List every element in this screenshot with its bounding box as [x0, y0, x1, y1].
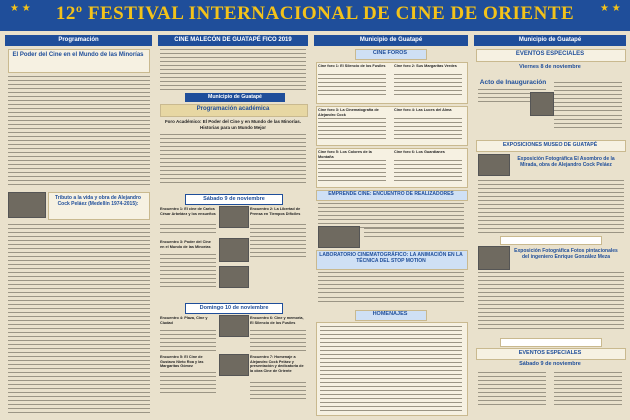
encuentro-6-details: [250, 330, 306, 354]
sabado-date: Sábado 9 de noviembre: [519, 361, 581, 367]
cineforo-2-details: [394, 74, 462, 98]
expo2-title: Exposición Fotográfica Fotos pintacionales del ingeniero Enrique González Meza: [514, 248, 618, 260]
expo1-footer: [500, 236, 602, 245]
eventos-especiales-1: EVENTOS ESPECIALES: [515, 51, 585, 57]
cineforo-4-details: [394, 118, 462, 142]
encuentro-2-title: Encuentro 2: La Libertad de Prensa en Tiempos Difíciles: [250, 207, 301, 216]
encuentro-5-details: [160, 372, 216, 396]
encuentro-7-title: Encuentro 7: Homenaje a Alejandro Cock Peláez y presentación y dedicatoria de la obra Cine de Oriente: [250, 355, 304, 373]
cineforo-3-title: Cine foro 3: La Cinematografía de Alejandro Cock: [318, 108, 379, 117]
col1-box1-title: El Poder del Cine en el Mundo de las Minorías: [12, 52, 144, 58]
acto-inauguracion: Acto de Inauguración: [479, 79, 547, 86]
encuentro-4-photo: [219, 315, 249, 337]
alejandro-cock-photo: [8, 192, 46, 218]
cineforo-2-title: Cine foro 2: Sus Margaritas Verdes: [394, 64, 457, 68]
encuentro-3-details: [160, 254, 216, 290]
encuentro-3-photo: [219, 238, 249, 262]
sabado-event-1: [478, 372, 546, 408]
laboratorio-details: [318, 297, 464, 305]
date-sunday: Domingo 10 de noviembre: [185, 303, 283, 314]
cineforo-4-title: Cine foro 4: Las Luces del Alma: [394, 108, 452, 112]
viernes-date: Viernes 8 de noviembre: [519, 64, 581, 70]
laboratorio-label: LABORATORIO CINEMATOGRÁFICO: LA ANIMACIÓN EN LA TÉCNICA DEL STOP MOTION: [319, 252, 463, 264]
cineforo-3-details: [318, 118, 386, 142]
cineforo-5-title: Cine foro 5: Los Colores de la Montaña: [318, 150, 372, 159]
foro-title: Foro Académico: El Poder del Cine y en Mundo de las Minorías. Historias para un Mundo Mejor: [164, 119, 302, 130]
encuentro-2-details: [250, 224, 306, 260]
festival-title: 12º FESTIVAL INTERNACIONAL DE CINE DE ORIENTE: [55, 3, 575, 24]
acto-photo: [530, 92, 554, 116]
col1-box2-title: Tributo a la vida y obra de Alejandro Cock Peláez (Medellín 1974-2015):: [55, 195, 141, 207]
col2-foro-text: [160, 134, 306, 186]
cineforo-6-title: Cine foro 6: Los Guardianes: [394, 150, 445, 154]
emprende-label: EMPRENDE CINE: ENCUENTRO DE REALIZADORES: [328, 191, 454, 197]
star-decoration-icon: ★ ★: [10, 3, 31, 14]
expo1-photo: [478, 154, 510, 176]
col1-text-block-2: [8, 224, 150, 416]
col2-subheader: Municipio de Guatapé: [185, 93, 285, 102]
col1-text-block: [8, 76, 150, 188]
expo2-footer: [500, 338, 602, 347]
laboratorio-text: [318, 272, 464, 296]
cine-foros-label: CINE FOROS: [372, 50, 408, 56]
cineforo-5-details: [318, 160, 386, 184]
encuentro-7-details: [250, 382, 306, 402]
emprende-details: [364, 228, 464, 240]
encuentro-4-details: [160, 330, 216, 354]
cineforo-1-title: Cine foro 1: El Silencio de los Fusiles: [318, 64, 386, 68]
expo1-text: [478, 180, 624, 236]
encuentro-4-title: Encuentro 4: Plaza, Cine y Ciudad: [160, 316, 208, 325]
encuentro-3-title: Encuentro 3: Poder del Cine en el Mundo de las Minorías: [160, 240, 211, 249]
col3-header: Municipio de Guatapé: [314, 35, 468, 46]
cineforo-1-details: [318, 74, 386, 98]
eventos-especiales-2: EVENTOS ESPECIALES: [518, 350, 582, 356]
encuentro-6-title: Encuentro 6: Cine y memoria, El Silencio de los Fusiles: [250, 316, 304, 325]
encuentro-photo-2: [219, 266, 249, 288]
date-saturday: Sábado 9 de noviembre: [185, 194, 283, 205]
encuentro-5-title: Encuentro 5: El Cine de Gustavo Nieto Roa y las Margaritas Gómez: [160, 355, 204, 369]
col2-intro-text: [160, 49, 306, 93]
expo2-photo: [478, 246, 510, 270]
sabado-event-2: [554, 372, 622, 408]
expo2-text: [478, 272, 624, 332]
col2-band-label: Programación académica: [196, 106, 270, 112]
col2-header: CINE MALECÓN DE GUATAPÉ FICO 2019: [158, 35, 308, 46]
fiesta-details: [554, 115, 622, 131]
col1-header: Programación: [5, 35, 152, 46]
expo1-title: Exposición Fotográfica El Asombro de la Mirada, obra de Alejandro Cock Peláez: [517, 156, 615, 168]
emprende-photo: [318, 226, 360, 248]
cineforo-6-details: [394, 160, 462, 184]
entrega-premios-details: [554, 82, 622, 114]
homenajes-label: HOMENAJES: [372, 311, 408, 317]
encuentro-1-title: Encuentro 1: El cine de Carlos César Arbeláez y los ensueños: [160, 207, 216, 216]
exposiciones-label: EXPOSICIONES MUSEO DE GUATAPÉ: [502, 142, 598, 148]
encuentro-5-photo: [219, 354, 249, 376]
col4-header: Municipio de Guatapé: [474, 35, 626, 46]
encuentro-1-details: [160, 224, 216, 236]
homenajes-text: [320, 326, 462, 414]
encuentro-1-photo: [219, 206, 249, 228]
star-decoration-icon: ★ ★: [600, 3, 621, 14]
